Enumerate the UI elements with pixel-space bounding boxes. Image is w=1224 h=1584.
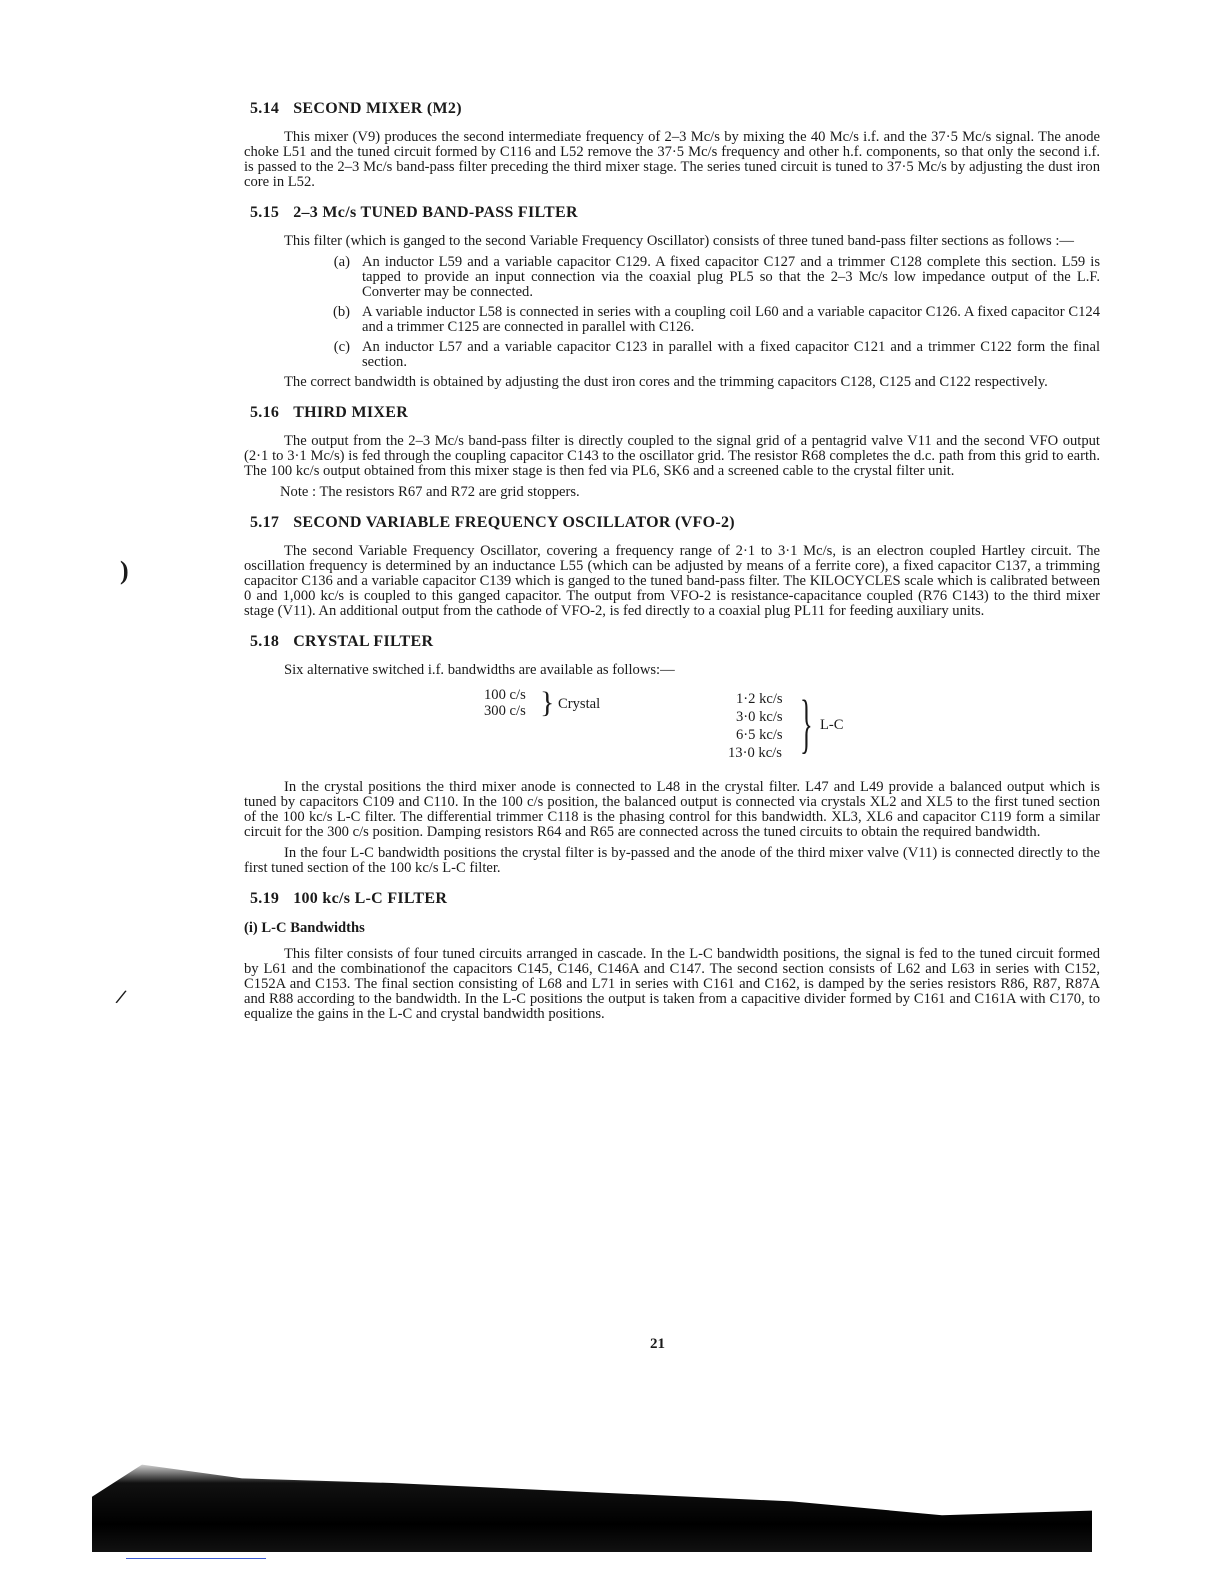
paragraph: The correct bandwidth is obtained by adjusting the dust iron cores and the trimming capacitors C128, C125 and C122 respectively. xyxy=(284,374,1048,390)
filter-section-list xyxy=(244,255,1100,370)
paragraph: This mixer (V9) produces the second intermediate frequency of 2–3 Mc/s by mixing the 40 Mc/s i.f. and the 37·5 Mc/s signal. The anode choke L51 and the tuned circuit formed by C116 and L52 remove the 37·5 Mc/s frequency and other h.f. components, so that only the second i.f. is passed to the 2–3 Mc/s band-pass filter preceding the third mixer stage. The series tuned circuit is tuned to 37·5 Mc/s by adjusting the dust iron core in L52. xyxy=(244,129,1100,190)
crystal-bandwidth: 100 c/s xyxy=(484,687,526,703)
section-heading xyxy=(250,404,1100,422)
paragraph: This filter (which is ganged to the second Variable Frequency Oscillator) consists of three tuned band-pass filter sections as follows :— xyxy=(284,233,1075,249)
bandwidth-table xyxy=(244,688,1100,774)
section-title: THIRD MIXER xyxy=(293,404,409,421)
scan-line xyxy=(126,1558,266,1559)
lc-bandwidth: 3·0 kc/s xyxy=(736,709,783,725)
section-5-15 xyxy=(244,204,1100,390)
section-number: 5.16 xyxy=(250,404,280,421)
brace-icon: } xyxy=(540,686,555,719)
paragraph: In the four L-C bandwidth positions the crystal filter is by-passed and the anode of the third mixer valve (V11) is connected directly to the first tuned section of the 100 kc/s L-C filter. xyxy=(244,845,1100,876)
scan-mark: / xyxy=(114,983,129,1010)
paragraph: In the crystal positions the third mixer anode is connected to L48 in the crystal filter. L47 and L49 provide a balanced output which is tuned by capacitors C109 and C110. In the 100 c/s position, the balanced output is connected via crystals XL2 and XL5 to the first tuned section of the 100 kc/s L-C filter. The differential trimmer C118 is the phasing control for this bandwidth. XL3, XL6 and capacitor C119 form a similar circuit for the 300 c/s position. Damping resistors R64 and R65 are connected across the tuned circuits to obtain the required bandwidth. xyxy=(244,779,1100,840)
crystal-label: Crystal xyxy=(558,696,601,712)
section-title: CRYSTAL FILTER xyxy=(293,633,434,650)
item-text: An inductor L57 and a variable capacitor C123 in parallel with a fixed capacitor C121 and a trimmer C122 form the final section. xyxy=(362,339,1100,370)
section-5-19 xyxy=(244,890,1100,1022)
section-5-14 xyxy=(244,100,1100,190)
section-heading xyxy=(250,204,1100,222)
section-number: 5.18 xyxy=(250,633,280,650)
note: Note : The resistors R67 and R72 are grid stoppers. xyxy=(280,484,580,500)
scan-shadow xyxy=(92,1460,1092,1552)
item-text: A variable inductor L58 is connected in series with a coupling coil L60 and a variable capacitor C126. A fixed capacitor C124 and a trimmer C125 are connected in parallel with C126. xyxy=(362,304,1100,335)
list-item xyxy=(244,305,1100,335)
lc-bandwidth: 13·0 kc/s xyxy=(728,745,782,761)
list-item xyxy=(244,255,1100,300)
section-title: SECOND MIXER (M2) xyxy=(293,100,462,117)
section-number: 5.17 xyxy=(250,514,280,531)
section-heading xyxy=(250,100,1100,118)
brace-icon: } xyxy=(800,687,813,760)
paragraph: This filter consists of four tuned circuits arranged in cascade. In the L-C bandwidth positions, the signal is fed to the tuned circuit formed by L61 and the combinationof the capacitors C145, C146, C146A and C147. The second section consists of L62 and L63 in series with C152, C152A and C153. The final section consisting of L68 and L71 in series with C161 and C162, is damped by the series resistors R86, R87, R87A and R88 according to the bandwidth. In the L-C positions the output is taken from a capacitive divider formed by C161 and C161A with C170, to equalize the gains in the L-C and crystal bandwidth positions. xyxy=(244,946,1100,1022)
lc-bandwidth: 1·2 kc/s xyxy=(736,691,783,707)
section-title: 100 kc/s L-C FILTER xyxy=(293,890,448,907)
item-text: An inductor L59 and a variable capacitor C129. A fixed capacitor C127 and a trimmer C128 complete this section. L59 is tapped to provide an input connection via the coaxial plug PL5 so that the 2–3 Mc/s low impedance output of the L.F. Converter may be connected. xyxy=(362,254,1100,300)
item-label: (a) xyxy=(333,254,350,270)
subsection-heading: (i) L-C Bandwidths xyxy=(244,920,365,936)
section-heading xyxy=(250,514,1100,532)
section-5-16 xyxy=(244,404,1100,500)
section-5-17 xyxy=(244,514,1100,619)
section-title: SECOND VARIABLE FREQUENCY OSCILLATOR (VFO-2) xyxy=(293,514,735,531)
paragraph: The output from the 2–3 Mc/s band-pass filter is directly coupled to the signal grid of a pentagrid valve V11 and the second VFO output (2·1 to 3·1 Mc/s) is fed through the coupling capacitor C143 to the oscillator grid. The resistor R68 completes the d.c. path from this grid to earth. The 100 kc/s output obtained from this mixer stage is then fed via PL6, SK6 and a screened cable to the crystal filter unit. xyxy=(244,433,1100,479)
section-number: 5.19 xyxy=(250,890,280,907)
section-heading xyxy=(250,633,1100,651)
section-title: 2–3 Mc/s TUNED BAND-PASS FILTER xyxy=(293,204,578,221)
section-5-18 xyxy=(244,633,1100,876)
paragraph: The second Variable Frequency Oscillator, covering a frequency range of 2·1 to 3·1 Mc/s, is an electron coupled Hartley circuit. The oscillation frequency is determined by an inductance L55 (which can be adjusted by means of a ferrite core), a fixed capacitor C137, a trimming capacitor C136 and a variable capacitor C139 which is ganged to the tuned band-pass filter. The KILOCYCLES scale which is calibrated between 0 and 1,000 kc/s is coupled to this ganged capacitor. The output from VFO-2 is resistance-capacitance coupled (R76 C143) to the third mixer stage (V11). An additional output from the cathode of VFO-2, is fed directly to a coaxial plug PL11 for feeding auxiliary units. xyxy=(244,543,1100,619)
item-label: (c) xyxy=(333,339,350,355)
section-number: 5.14 xyxy=(250,100,280,117)
lc-bandwidth: 6·5 kc/s xyxy=(736,727,783,743)
section-heading xyxy=(250,890,1100,908)
scan-mark: ) xyxy=(120,556,129,585)
page-number: 21 xyxy=(650,1336,665,1352)
page-content xyxy=(244,100,1100,1036)
paragraph: Six alternative switched i.f. bandwidths are available as follows:— xyxy=(284,662,675,678)
list-item xyxy=(244,340,1100,370)
lc-label: L-C xyxy=(820,717,844,733)
section-number: 5.15 xyxy=(250,204,280,221)
crystal-bandwidth: 300 c/s xyxy=(484,703,526,719)
item-label: (b) xyxy=(332,304,350,320)
